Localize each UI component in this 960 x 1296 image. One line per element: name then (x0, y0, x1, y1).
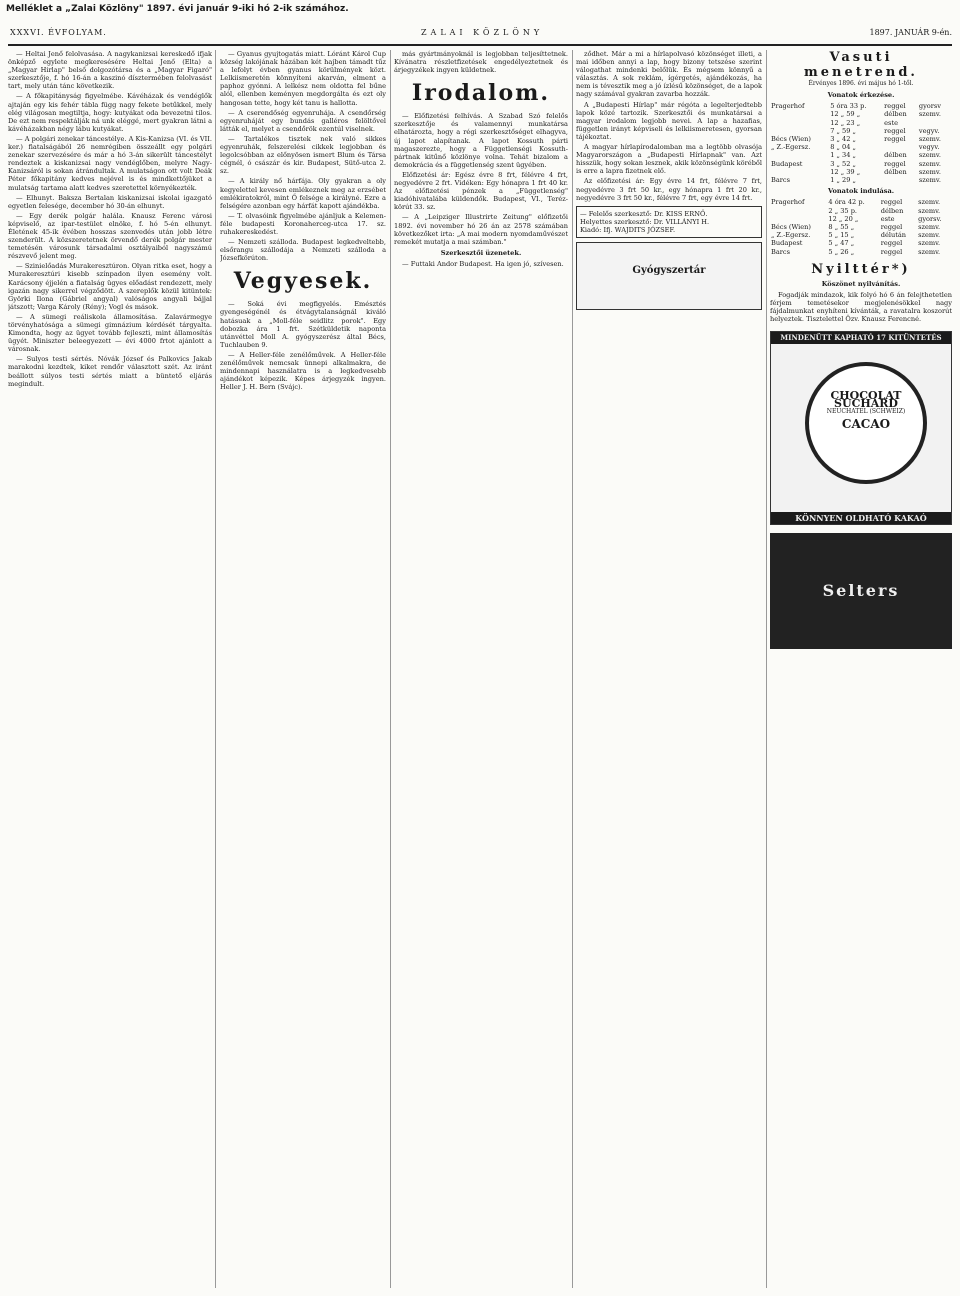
timetable-row (770, 223, 952, 231)
timetable-cell: szemv. (918, 167, 941, 176)
timetable-cell: szemv. (918, 222, 941, 231)
suchard-cacao: CACAO (841, 417, 891, 432)
timetable-cell: szemv. (918, 206, 941, 215)
timetable-cell: szemv. (918, 135, 941, 143)
timetable-row (770, 127, 952, 135)
imprint-box (576, 206, 762, 238)
timetable-cell: szemv. (918, 198, 941, 207)
timetable-row (770, 143, 952, 151)
article-paragraph: — Futtaki Andor Budapest. Ha igen jó, szívesen. (402, 259, 564, 268)
thanks-heading: Köszönet nyilvánítás. (821, 279, 901, 288)
editor-line: — Felelős szerkesztő: Dr. KISS ERNŐ. (580, 209, 708, 218)
timetable-row (770, 110, 952, 118)
column-3 (394, 50, 568, 1288)
paper-title: ZALAI KÖZLÖNY (421, 28, 544, 37)
column-divider (215, 50, 216, 1288)
timetable-cell: 5 óra 33 p. (830, 102, 867, 111)
timetable-cell: 12 „ 23 „ (830, 118, 861, 127)
timetable-cell: „ Z.-Egersz. (771, 143, 811, 152)
timetable-cell: Barcs (771, 247, 791, 256)
article-paragraph: — A „Leipziger Illustrirte Zeitung" előfizetői 1892. évi november hó 26 án az 2578 számában következőket irta: „A mai modern nyomdaművészet remekét mutatja a mai számban." (394, 213, 568, 246)
timetable-row (770, 168, 952, 176)
timetable-cell: este (880, 214, 895, 223)
deputy-editor-line: Helyettes szerkesztő: Dr. VILLÁNYI H. (580, 217, 710, 226)
timetable-cell: 2 „ 35 p. (828, 206, 858, 215)
timetable-cell: este (884, 118, 898, 127)
column-divider (766, 50, 767, 1288)
article-paragraph: — Gyanus gyujtogatás miatt. Lóránt Károl Cup község lakójának házában két hajben támadt tűz a lefolyt évben gyanus körülmények közt. Lelkiismeretén könnyíteni akarván, elment a paphoz gyónni. A lelkész nem oldotta fel bűne alól, ellenben keményen megdorgálta és ezt oly hangosan tette, hogy két tanu is hallotta. (220, 50, 386, 107)
article-paragraph: — Tartalékos tisztek nek való sikkes egyenruhák, felszerelési cikkek legjobban és legolcsóbban az előnyösen ismert Blum és Társa cégnél, ó császár és kir. Budapest, Sütő-utca 2. sz. (220, 134, 386, 176)
timetable-cell: 7 „ 59 „ (830, 126, 856, 135)
timetable-cell: Bécs (Wien) (771, 135, 811, 143)
timetable-row (770, 198, 952, 206)
timetable-cell: 8 „ 55 „ (828, 222, 855, 231)
article-paragraph: — T. olvasóink figyelmébe ajánljuk a Kelemen-féle budapesti Koronaherceg-utca 17. sz. ruhakereskedést. (220, 211, 386, 236)
train-timetable-title: Vasuti menetrend. (804, 50, 918, 80)
timetable-cell (883, 143, 918, 151)
timetable-cell: szemv. (918, 239, 941, 248)
timetable-cell: Budapest (771, 239, 803, 248)
article-paragraph: — Soká évi megfigyelés. Emésztés gyengeségénél és étvágytalanságnál kiváló hatásuak a „Moll-féle seidlitz porok". Egy dobozka ára 1 frt. Szétküldetik naponta utánvéttel Moll A. gyógyszerész által Bécs, Tuchlauben 9. (220, 300, 386, 349)
article-paragraph: — A főkapitányság figyelmébe. Kávéházak és vendéglők ajtaján egy kis fehér tábla függ nagy fekete betűkkel, mely elég világosan megtiltja, hogy: kutyákat oda bevezetni tilos. De ezt nem respektálják ná unk eléggé, mert gyakran látni a kávéházakban négy lábu kutyákat. (8, 92, 212, 133)
timetable-cell (770, 168, 829, 176)
timetable-row (770, 239, 952, 247)
column-divider (572, 50, 573, 1288)
article-paragraph: Előfizetési ár: Egész évre 8 frt, félévre 4 frt, negyedévre 2 frt. Vidéken: Egy hónapra 1 frt 40 kr. Az előfizetési pénzek a „Függetlenség" kiadóhivatalába küldendők. Budapest, VI., Teréz-körút 33. sz. (394, 170, 568, 212)
timetable-cell: 12 „ 39 „ (830, 167, 861, 176)
timetable-cell: reggel (884, 126, 906, 135)
timetable-cell: Pragerhof (771, 102, 805, 111)
timetable-cell: reggel (884, 102, 906, 111)
timetable-cell: 5 „ 47 „ (828, 239, 855, 248)
issue-date: 1897. JANUÁR 9-én. (869, 28, 952, 37)
header-rule (8, 44, 952, 46)
timetable-cell (770, 119, 829, 127)
column-4 (576, 50, 762, 1288)
timetable-cell: Bécs (Wien) (771, 222, 811, 231)
section-heading-irodalom: Irodalom. (411, 80, 551, 107)
article-paragraph: — Előfizetési felhívás. A Szabad Szó felelős szerkesztője és valamennyi munkatársa elhatározta, hogy a régi szerkesztőséget elhagyva, új lapot alapítanak. A lapot Kossuth párti magaszerezte, hogy a Függetlenségi Kossuth-pártnak kitűnő közlönye volna. Tehát bizalom a demokrácia és a függetlenség szent ügyében. (394, 112, 568, 169)
column-5 (770, 50, 952, 1288)
timetable-cell: délben (884, 167, 907, 176)
section-heading-vegyesek: Vegyesek. (233, 268, 373, 295)
timetable-cell: vegyv. (918, 126, 940, 135)
timetable-row (770, 135, 952, 143)
timetable-row (770, 248, 952, 256)
article-paragraph: — Nemzeti szálloda. Budapest legkedveltebb, elsőrangu szállodája a Nemzeti szálloda a Józsefkörúton. (220, 238, 386, 263)
departures-table (770, 198, 952, 255)
timetable-cell: 12 „ 59 „ (830, 110, 861, 119)
article-paragraph: — Sulyos testi sértés. Nóvák József és Palkovics Jakab marakodni kezdtek, kiket rendőr választott szét. Az iránt beállott súlyos testi sértés miatt a büntető eljárás megindult. (8, 355, 212, 388)
column-1 (8, 50, 212, 1288)
article-paragraph: más gyártmányoknál is legjobban teljesíttetnek. Kívánatra részletfizetések engedélyeztetnek és árjegyzékek ingyen küldetnek. (394, 50, 568, 75)
timetable-cell: gyorsv. (918, 214, 942, 223)
nyiltter-title: Nyilttér*) (811, 261, 911, 277)
article-paragraph: — A cserendőség egyenruhája. A csendőrség egyenruháját egy bundás galléros felöltővel látták el, melyet a csendőrök ezentúl viselnek. (220, 108, 386, 133)
stamp-label: Gyógyszertár (632, 264, 706, 276)
timetable-cell: 5 „ 26 „ (828, 247, 855, 256)
timetable-row (770, 102, 952, 110)
article-paragraph: — Szinielőadás Murakeresztúron. Olyan ritka eset, hogy a Murakeresztúri kisebb színpadon ilyen esemény volt. Karácsony éjjelén a fiatalság ügyes előadást rendezett, mely igazán nagy sikerrel végződött. A szereplők közül kitüntek: Györki Ilona (Gábriel angyal) valóságos angyali bájjal játszott; Varga Károly (Rény); Vogl és mások. (8, 262, 212, 311)
thanks-text: Fogadják mindazok, kik folyó hó 6 án felejthetetlen férjem temetésekor megjelenésökkel nagy fájdalmunkat enyhíteni kívánták, a ravatalra koszorút helyeztek. Tisztelettel Özv. Knausz Ferencné. (770, 290, 952, 324)
timetable-cell: Budapest (771, 159, 803, 168)
timetable-cell (770, 207, 827, 215)
timetable-cell: Pragerhof (771, 198, 805, 207)
timetable-row (770, 231, 952, 239)
selters-label: Selters (822, 581, 900, 601)
selters-ad (770, 533, 952, 649)
timetable-cell: 1 „ 29 „ (830, 176, 856, 185)
timetable-row (770, 176, 952, 184)
timetable-validity: Érvényes 1896. évi május hó 1-től. (808, 80, 914, 87)
timetable-cell: szemv. (918, 247, 941, 256)
timetable-row (770, 215, 952, 223)
article-paragraph: Az előfizetési ár: Egy évre 14 frt, félévre 7 frt, negyedévre 3 frt 50 kr., egy hónapra 1 frt 20 kr., negyedévre 3 frt 50 kr., félévre 7 frt, egy évre 14 frt. (576, 177, 762, 202)
timetable-cell (883, 176, 918, 184)
timetable-cell: reggel (880, 222, 903, 231)
suchard-origin: NEUCHATEL (SCHWEIZ) (826, 408, 906, 416)
column-2 (220, 50, 386, 1288)
masthead (6, 24, 952, 44)
timetable-cell: 12 „ 20 „ (828, 214, 859, 223)
timetable-cell: reggel (884, 135, 906, 143)
timetable-cell: 3 „ 52 „ (830, 159, 856, 168)
article-paragraph: ződhet. Már a mi a hírlapolvasó közönséget illeti, a mai időben annyi a lap, hogy bizony tetszése szerint válogathat mindenki belőlük. És mégsem könnyű a választás. A sok reklám, ígérgetés, ajándékozás, ha nem is tévesztik meg a jó ízlésű közönséget, de a lapok nagy számával gyakran zavarba hozzák. (576, 50, 762, 99)
timetable-cell: Barcs (771, 176, 791, 185)
section-heading-editorial: Szerkesztői üzenetek. (440, 248, 522, 257)
timetable-cell: „ Z.-Egersz. (771, 231, 811, 240)
timetable-cell: 3 „ 42 „ (830, 135, 856, 143)
timetable-cell: 1 „ 34 „ (830, 151, 856, 160)
timetable-cell (918, 119, 952, 127)
suchard-logo-oval (805, 362, 927, 484)
suchard-brand: CHOCOLAT SUCHARD (830, 389, 902, 411)
suchard-ad (770, 331, 952, 525)
article-paragraph: — Egy derék polgár halála. Knausz Ferenc városi képviselő, az ipar-testület elnöke, f. hó 5-én elhunyt. Életének 45-ik évében hosszas szenvedés után jobb létre szenderült. A közszeretetnek örvendő derék polgár mester temetésén városunk társadalmi osztályaiból nagyszámú részvevő jelent meg. (8, 211, 212, 261)
timetable-cell: szemv. (918, 151, 941, 160)
article-paragraph: A magyar hírlapírodalomban ma a legtöbb olvasója Magyarországon a „Budapesti Hírlapnak" van. Azt hisszük, hogy sokan lesznek, akik közönségünk köréből is erre a lapra fizetnek elő. (576, 143, 762, 176)
article-paragraph: — A polgári zenekar táncestélye. A Kis-Kanizsa (VI. és VII. ker.) fiatalságából 26 nemrégiben összeállt egy polgári zenekar szervezésére és már a hó 3-án sikerült táncestélyt rendeztek a kiskanizsai nagy vendéglőben, melyre Nagy-Kanizsáról is sokan átrándultak. A mulatságon ott volt Deák Péter főkapitány kedves nejével is és mindkettőjüket a mulatság tartama alatt kedves szeretettel környékezték. (8, 134, 212, 192)
pharmacy-stamp-ad (576, 242, 762, 310)
timetable-cell: délben (884, 151, 907, 160)
timetable-cell: szemv. (918, 231, 941, 240)
arrivals-table (770, 102, 952, 184)
article-paragraph: A „Budapesti Hírlap" már régóta a legelterjedtebb lapok közé tartozik. Szerkesztői és munkatársai a magyar irodalom legjobb nevei. A lap a hazafias, független irányt képviseli és lelkiismeretesen, gyorsan tájékoztat. (576, 100, 762, 141)
timetable-cell: reggel (880, 247, 903, 256)
timetable-cell: délben (884, 110, 907, 119)
timetable-row (770, 151, 952, 159)
timetable-cell (770, 127, 829, 135)
article-paragraph: — Elhunyt. Baksza Bertalan kiskanizsai iskolai igazgató egyetlen felesége, december hó 30-án elhunyt. (8, 193, 212, 210)
article-paragraph: — Heltai Jenő felolvasása. A nagykanizsai kereskedő ifjak önképző egylete megkeresésére Heltai Jenő (Elta) a „Magyar Hirlap" belső dolgozótársa és a „Magyar Figaró" szerkesztője, f. hó 16-án a kaszinó dísztermében felolvasást tart, mely után tánc következik. (8, 50, 212, 91)
timetable-cell: 5 „ 15 „ (828, 231, 855, 240)
timetable-cell: gyorsv (918, 102, 942, 111)
timetable-cell: vegyv. (918, 143, 940, 152)
article-paragraph: — A király nő hárfája. Oly gyakran a oly kegyelettel kevesen emlékeznek meg az erzsébet emlékiratokról, mint Ő felsége a királyné. Ezre a felségére azonban egy hárfát kapott ajándékba. (220, 177, 386, 210)
timetable-cell: délben (880, 206, 904, 215)
timetable-row (770, 119, 952, 127)
timetable-cell (770, 151, 829, 159)
timetable-cell: délután (880, 231, 907, 240)
suchard-bottom-banner: KÖNNYEN OLDHATÓ KAKAÓ (771, 512, 951, 524)
timetable-cell: szemv. (918, 110, 941, 119)
suchard-top-banner: MINDENÜTT KAPHATÓ 17 KITÜNTETÉS (771, 332, 951, 344)
timetable-cell: 4 óra 42 p. (828, 198, 865, 207)
volume-label: XXXVI. ÉVFOLYAM. (10, 28, 107, 37)
column-divider (390, 50, 391, 1288)
departures-heading: Vonatok indulása. (827, 187, 895, 196)
arrivals-heading: Vonatok érkezése. (827, 91, 895, 100)
timetable-cell: reggel (880, 198, 903, 207)
timetable-cell: reggel (884, 159, 906, 168)
supplement-line: Melléklet a „Zalai Közlöny" 1897. évi január 9-iki hó 2-ik számához. (6, 4, 349, 14)
timetable-cell: 8 „ 04 „ (830, 143, 856, 152)
article-paragraph: — A sümegi reáliskola államosítása. Zalavármegye törvényhatósága a sümegi gimnázium kérdését tárgyalta. Kimondta, hogy az ügyet tovább fejleszti, mint államosítás ügyét. Miniszter beleegyezett — évi 4000 frtot ajánlott a városnak. (8, 312, 212, 354)
timetable-cell: szemv. (918, 176, 941, 185)
timetable-cell (770, 215, 827, 223)
publisher-line: Kiadó: Ifj. WAJDITS JÓZSEF. (580, 225, 676, 234)
timetable-row (770, 207, 952, 215)
timetable-cell: reggel (880, 239, 903, 248)
timetable-cell (770, 110, 829, 118)
article-paragraph: — A Heller-féle zenélőművek. A Heller-féle zenélőművek nemcsak ünnepi alkalmakra, de mindennapi használatra is a legkedvesebb ajándékot képezik. Képes árjegyzék ingyen. Heller J. H. Bern (Svájc). (220, 350, 386, 392)
timetable-cell: szemv. (918, 159, 941, 168)
timetable-row (770, 160, 952, 168)
